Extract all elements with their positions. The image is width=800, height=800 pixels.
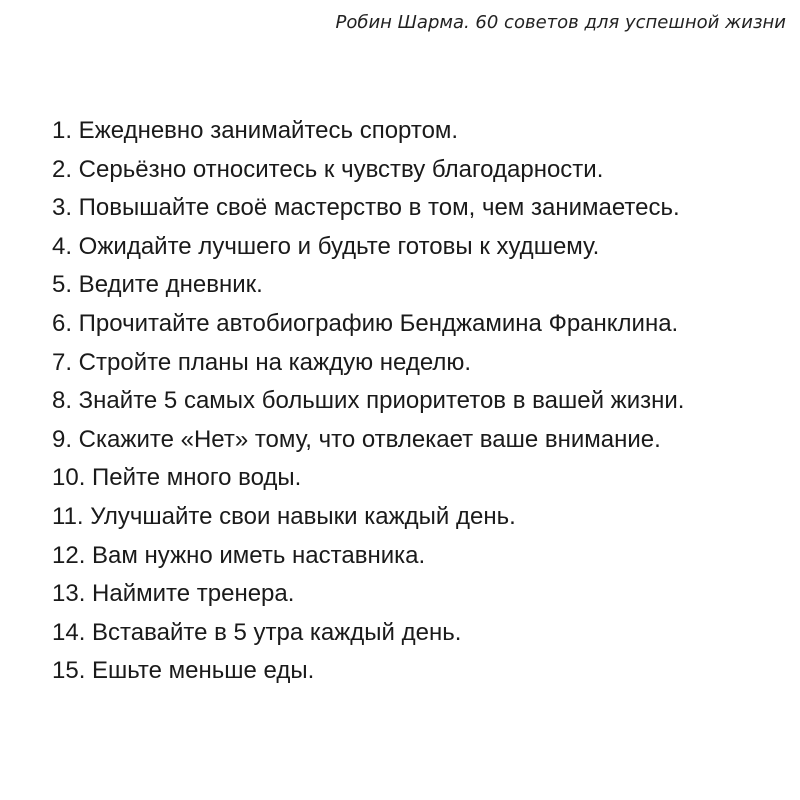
list-item: 10. Пейте много воды. [52, 464, 302, 492]
list-item: 7. Стройте планы на каждую неделю. [52, 348, 472, 376]
list-item: 4. Ожидайте лучшего и будьте готовы к худшему. [52, 232, 600, 260]
list-item: 2. Серьёзно относитесь к чувству благодарности. [52, 155, 604, 183]
list-item: 1. Ежедневно занимайтесь спортом. [52, 117, 459, 144]
list-item: 14. Вставайте в 5 утра каждый день. [52, 618, 462, 646]
page-header: Робин Шарма. 60 советов для успешной жизни [335, 12, 786, 33]
list-item: 9. Скажите «Нет» тому, что отвлекает ваше внимание. [52, 425, 661, 453]
list-item: 8. Знайте 5 самых больших приоритетов в вашей жизни. [52, 387, 685, 415]
list-item: 5. Ведите дневник. [52, 271, 263, 299]
list-item: 6. Прочитайте автобиографию Бенджамина Франклина. [52, 309, 679, 337]
list-item: 15. Ешьте меньше еды. [52, 657, 315, 685]
list-item: 12. Вам нужно иметь наставника. [52, 541, 426, 569]
list-item: 11. Улучшайте свои навыки каждый день. [52, 502, 516, 530]
tips-list [52, 112, 792, 691]
list-item: 13. Наймите тренера. [52, 580, 295, 608]
list-item: 3. Повышайте своё мастерство в том, чем занимаетесь. [52, 194, 680, 222]
